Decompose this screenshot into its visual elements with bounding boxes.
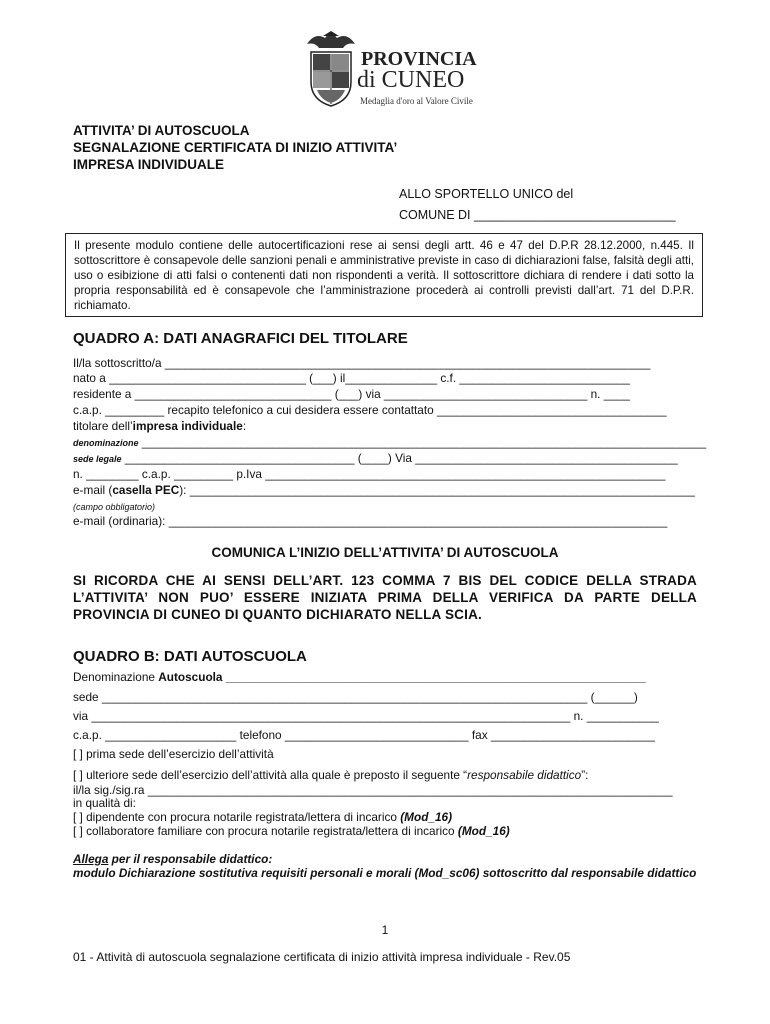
collaboratore-mod: (Mod_16) <box>457 824 510 838</box>
titolare-prefix: titolare dell’ <box>73 419 133 433</box>
campo-obbligatorio-note: (campo obbligatorio) <box>73 502 156 512</box>
contatti-autoscuola-field[interactable]: c.a.p. ____________________ telefono ____________________________ fax _________________________ <box>73 728 655 742</box>
addressee-line-1: ALLO SPORTELLO UNICO del <box>399 187 574 201</box>
doc-title-3: IMPRESA INDIVIDUALE <box>73 157 225 172</box>
denominazione-autoscuola-label: Denominazione <box>73 670 159 684</box>
quadro-a-heading: QUADRO A: DATI ANAGRAFICI DEL TITOLARE <box>73 330 408 347</box>
quadro-b-heading: QUADRO B: DATI AUTOSCUOLA <box>73 648 307 665</box>
titolare-bold: impresa individuale <box>132 419 243 433</box>
scia-warning: SI RICORDA CHE AI SENSI DELL’ART. 123 COMMA 7 BIS DEL CODICE DELLA STRADA L’ATTIVITA’ NON PUO’ ESSERE INIZIATA PRIMA DELLA VERIFICA DA PARTE DELLA PROVINCIA DI CUNEO DI QUANTO DICHIARATO NELLA SCIA. <box>73 573 697 622</box>
allega-heading <box>73 852 697 867</box>
cap-recapito-field[interactable]: c.a.p. _________ recapito telefonico a cui desidera essere contattato ___________________________________ <box>73 403 667 417</box>
denominazione-autoscuola-blank[interactable]: Autoscuola ________________________________________________________________ <box>158 670 646 684</box>
allega-text: per il responsabile didattico: <box>108 852 273 866</box>
sede-legale-label: sede legale <box>73 454 122 464</box>
denominazione-autoscuola-field[interactable] <box>73 670 646 684</box>
responsabile-didattico-italic: responsabile didattico <box>467 768 582 782</box>
pec-bold: casella PEC <box>112 483 180 497</box>
ulteriore-sede-text: [ ] ulteriore sede dell’esercizio dell’attività alla quale è preposto il seguente “ <box>73 768 468 782</box>
dipendente-text: [ ] dipendente con procura notarile registrata/lettera di incarico <box>73 810 401 824</box>
dipendente-checkbox[interactable] <box>73 810 452 824</box>
pec-prefix: e-mail ( <box>73 483 113 497</box>
nascita-field[interactable]: nato a ______________________________ (___) il______________ c.f. __________________________ <box>73 371 630 385</box>
dipendente-mod: (Mod_16) <box>400 810 453 824</box>
email-ordinaria-field[interactable]: e-mail (ordinaria): ____________________________________________________________________________ <box>73 514 668 528</box>
doc-title-2: SEGNALAZIONE CERTIFICATA DI INIZIO ATTIVITA’ <box>73 140 398 155</box>
sottoscritto-field[interactable]: Il/la sottoscritto/a __________________________________________________________________________ <box>73 356 651 370</box>
allega-label: Allega <box>73 852 109 866</box>
pec-field[interactable] <box>73 483 695 497</box>
titolare-label <box>73 419 246 433</box>
sede-autoscuola-field[interactable]: sede __________________________________________________________________________ (______) <box>73 690 638 704</box>
sede-legale-blank[interactable]: ___________________________________ (____) Via ________________________________________ <box>121 451 678 465</box>
in-qualita-label: in qualità di: <box>73 796 136 810</box>
sede-legale-field[interactable] <box>73 451 678 466</box>
via-autoscuola-field[interactable]: via _________________________________________________________________________ n. ___________ <box>73 709 659 723</box>
ulteriore-sede-checkbox[interactable] <box>73 768 588 782</box>
doc-title-1: ATTIVITA’ DI AUTOSCUOLA <box>73 123 250 138</box>
collaboratore-text: [ ] collaboratore familiare con procura notarile registrata/lettera di incarico <box>73 824 458 838</box>
denominazione-label: denominazione <box>73 438 139 448</box>
comunica-heading: COMUNICA L’INIZIO DELL’ATTIVITA’ DI AUTOSCUOLA <box>211 545 559 560</box>
legal-notice-box: Il presente modulo contiene delle autocertificazioni rese ai sensi degli artt. 46 e 47 del D.P.R 28.12.2000, n.445. Il sottoscrittore è consapevole delle sanzioni penali e amministrative previste in caso di dichiarazioni false, falsità degli atti, uso o esibizione di atti falsi o contenenti dati non rispondenti a verità. Il sottoscrittore dichiara di rendere i dati sotto la propria responsabilità ed è consapevole che l’amministrazione procederà ai controlli previsti dall’art. 71 del D.P.R. richiamato. <box>65 233 703 317</box>
denominazione-blank[interactable]: ______________________________________________________________________________________ <box>138 435 707 449</box>
titolare-colon: : <box>242 419 247 433</box>
page-number: 1 <box>381 923 389 937</box>
piva-field[interactable]: n. ________ c.a.p. _________ p.Iva _____________________________________________________________ <box>73 467 666 481</box>
page-footer: 01 - Attività di autoscuola segnalazione certificata di inizio attività impresa individuale - Rev.05 <box>73 950 571 964</box>
logo-subtitle: Medaglia d'oro al Valore Civile <box>360 96 473 106</box>
logo-line2: di CUNEO <box>357 67 465 93</box>
provincia-logo <box>303 30 477 108</box>
denominazione-field[interactable] <box>73 435 706 450</box>
coat-of-arms-icon <box>303 30 359 108</box>
ulteriore-sede-end: ”: <box>581 768 589 782</box>
residenza-field[interactable]: residente a ______________________________ (___) via _______________________________ n. ____ <box>73 387 630 401</box>
addressee-comune-field[interactable]: COMUNE DI _____________________________ <box>399 208 676 222</box>
allega-modulo: modulo Dichiarazione sostitutiva requisiti personali e morali (Mod_sc06) sottoscritto dal responsabile didattico <box>73 866 697 880</box>
sig-field[interactable]: il/la sig./sig.ra ________________________________________________________________________________ <box>73 783 673 797</box>
collaboratore-checkbox[interactable] <box>73 824 510 838</box>
prima-sede-checkbox[interactable]: [ ] prima sede dell’esercizio dell’attività <box>73 747 274 761</box>
pec-blank[interactable]: ): _____________________________________________________________________________ <box>179 483 695 497</box>
logo-line1: PROVINCIA <box>361 48 477 70</box>
